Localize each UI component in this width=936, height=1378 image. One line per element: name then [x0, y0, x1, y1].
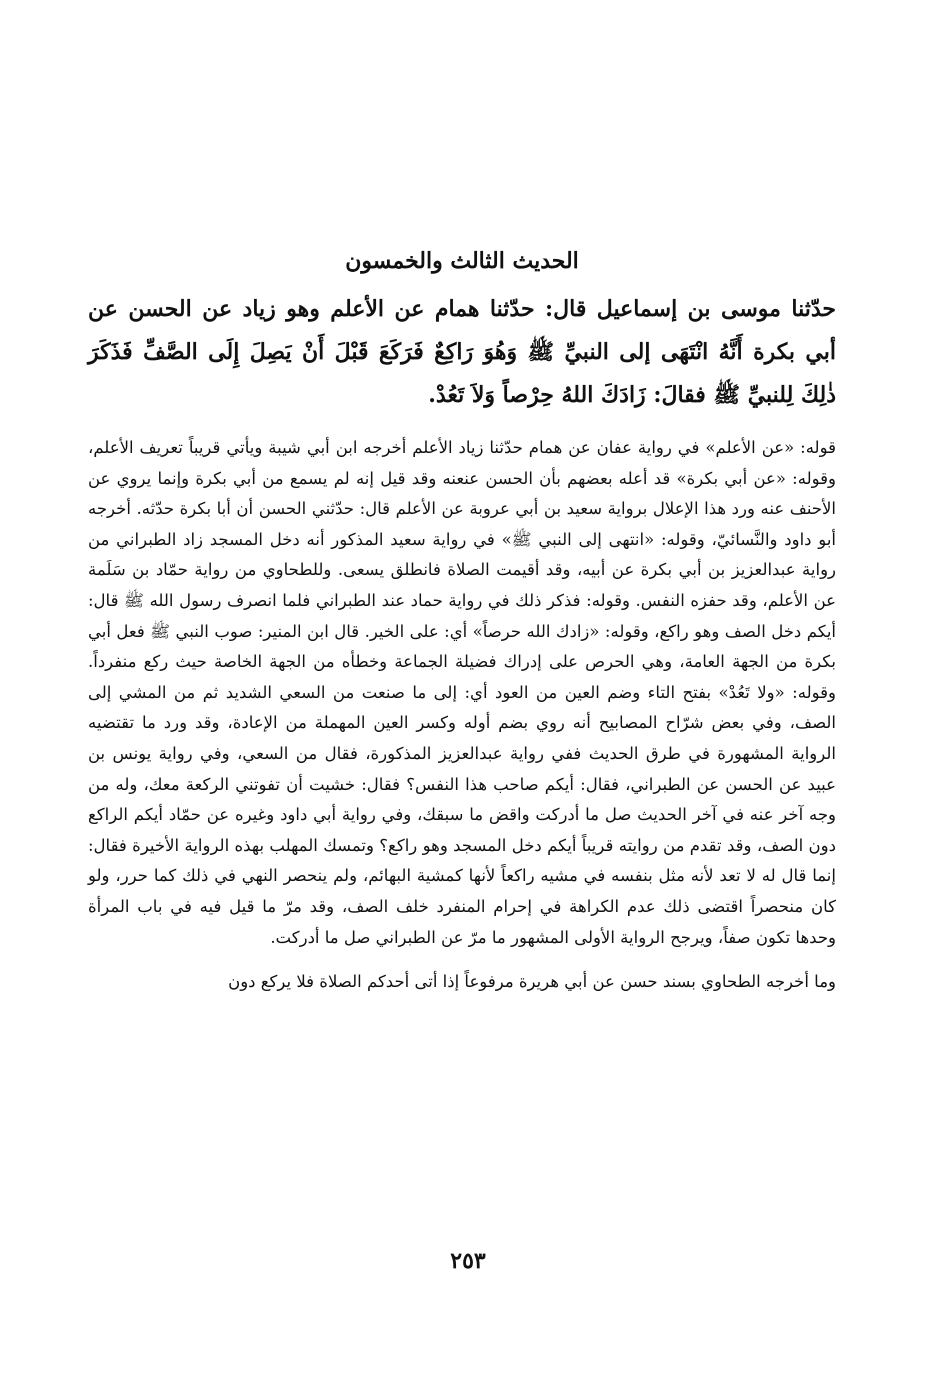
continuation-text: وما أخرجه الطحاوي بسند حسن عن أبي هريرة مرفوعاً إذا أتى أحدكم الصلاة فلا يركع دون	[228, 972, 836, 992]
page-number: ٢٥٣	[450, 1248, 486, 1274]
page-body	[88, 244, 836, 998]
hadith-text: حدّثنا موسى بن إسماعيل قال: حدّثنا همام عن الأعلم وهو زياد عن الحسن عن أبي بكرة أَنَّهُ انْتَهَى إلى النبيِّ ﷺ وَهُوَ رَاكِعٌ فَرَكَعَ قَبْلَ أَنْ يَصِلَ إِلَى الصَّفِّ فَذَكَرَ ذٰلِكَ لِلنبيِّ ﷺ فقالَ: زَادَكَ اللهُ حِرْصاً وَلاَ تَعُدْ.	[88, 296, 836, 408]
chapter-title: الحديث الثالث والخمسون	[345, 248, 579, 274]
commentary-text: قوله: «عن الأعلم» في رواية عفان عن همام حدّثنا زياد الأعلم أخرجه ابن أبي شيبة ويأتي قريباً تعريف الأعلم، وقوله: «عن أبي بكرة» قد أعله بعضهم بأن الحسن عنعنه وقد قيل إنه لم يسمع من أبي بكرة وإنما يروي عن الأحنف عنه ورد هذا الإعلال برواية سعيد بن أبي عروبة عن الأعلم قال: حدّثني الحسن أن أبا بكرة حدّثه. أخرجه أبو داود والنَّسائيّ، وقوله: «انتهى إلى النبي ﷺ» في رواية سعيد المذكور أنه دخل المسجد زاد الطبراني من رواية عبدالعزيز بن أبي بكرة عن أبيه، وقد أقيمت الصلاة فانطلق يسعى. وللطحاوي من رواية حمّاد بن سَلَمة عن الأعلم، وقد حفزه النفس. وقوله: فذكر ذلك في رواية حماد عند الطبراني فلما انصرف رسول الله ﷺ قال: أيكم دخل الصف وهو راكع، وقوله: «زادك الله حرصاً» أي: على الخير. قال ابن المنير: صوب النبي ﷺ فعل أبي بكرة من الجهة العامة، وهي الحرص على إدراك فضيلة الجماعة وخطأه من الجهة الخاصة حيث ركع منفرداً. وقوله: «ولا تَعُدْ» بفتح التاء وضم العين من العود أي: إلى ما صنعت من السعي الشديد ثم من المشي إلى الصف، وفي بعض شرّاح المصابيح أنه روي بضم أوله وكسر العين المهملة من الإعادة، وقد ورد ما تقتضيه الرواية المشهورة في طرق الحديث ففي رواية عبدالعزيز المذكورة، فقال من السعي، وفي رواية يونس بن عبيد عن الحسن عن الطبراني، فقال: أيكم صاحب هذا النفس؟ فقال: خشيت أن تفوتني الركعة معك، وله من وجه آخر عنه في آخر الحديث صل ما أدركت واقض ما سبقك، وفي رواية أبي داود وغيره عن حمّاد أيكم الراكع دون الصف، وقد تقدم من روايته قريباً أيكم دخل المسجد وهو راكع؟ وتمسك المهلب بهذه الرواية الأخيرة فقال: إنما قال له لا تعد لأنه مثل بنفسه في مشيه راكعاً لأنها كمشية البهائم، ولم ينحصر النهي في ذلك كما حرر، ولو كان منحصراً اقتضى ذلك عدم الكراهة في إحرام المنفرد خلف الصف، وقد مرّ ما قيل فيه في باب المرأة وحدها تكون صفاً، ويرجح الرواية الأولى المشهور ما مرّ عن الطبراني صل ما أدركت.	[88, 438, 836, 947]
